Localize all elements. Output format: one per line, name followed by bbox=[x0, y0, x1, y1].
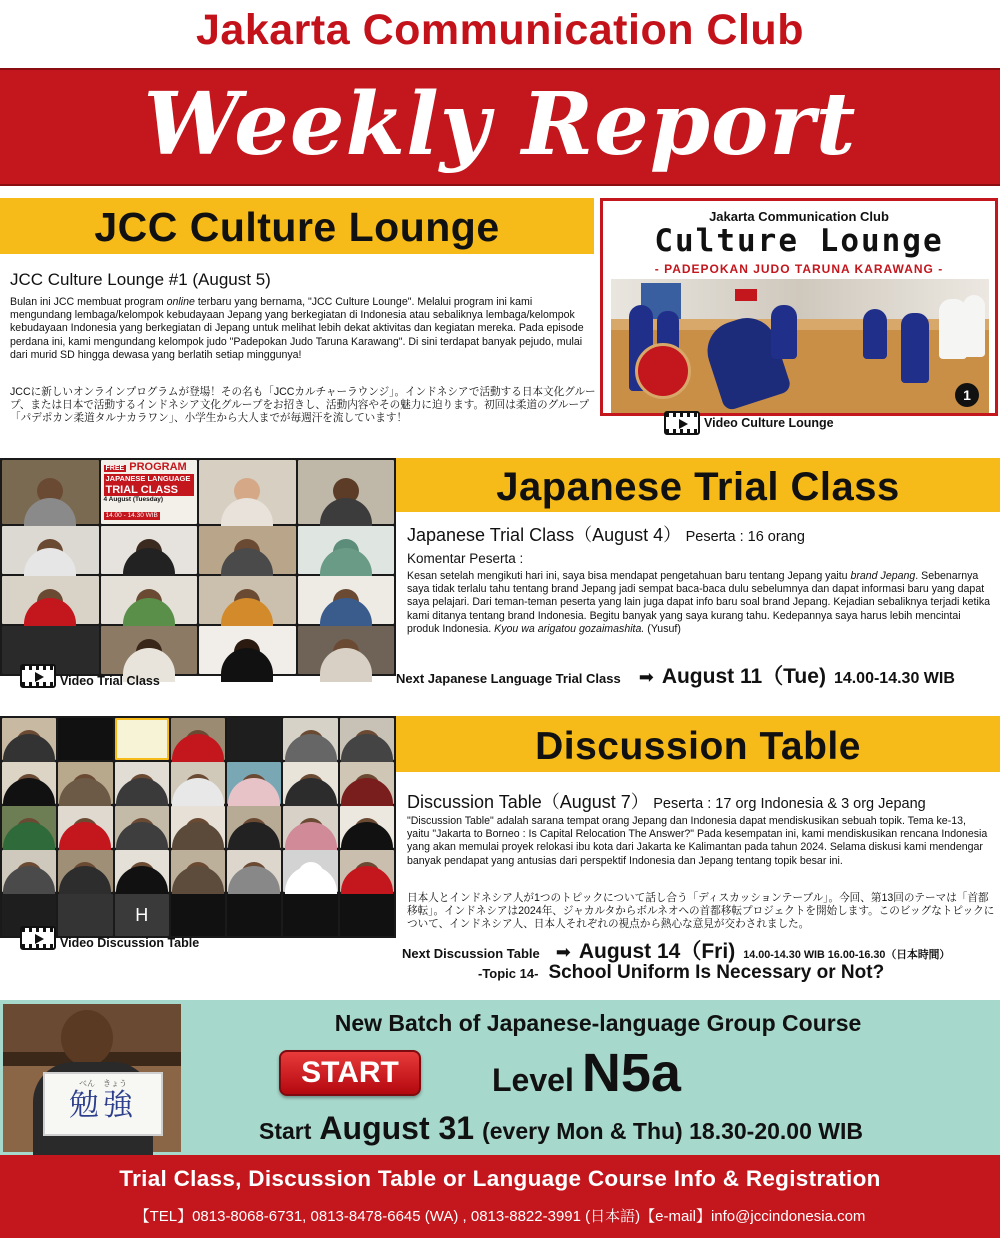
course-start-date: August 31 bbox=[319, 1110, 475, 1146]
culture-lounge-text-id-part2: terbaru yang bernama, "JCC Culture Lounge". Melalui program ini kami mengundang lembaga/kelompok kebudayaan Jepang yang berkegiatan di Indonesia atau sebaliknya lembaga/kelompok kebudayaan Indonesia yang berkegiatan di Jepang untuk melihat lebih dekat aktivitas dan kegiatan mereka. Pada episode perdana ini, kami mengundang kelompok judo "Padepokan Judo Taruna Karawang". Di sini terdapat banyak pejudo, mulai dari murid SD hingga dewasa yang berlatih setiap minggunya! bbox=[10, 296, 584, 361]
discussion-next-row bbox=[402, 935, 950, 965]
course-level-value: N5a bbox=[581, 1043, 681, 1103]
trial-poster-time: 14.00 - 14.30 WIB bbox=[105, 512, 158, 519]
trial-poster-program: FREE PROGRAM bbox=[105, 461, 187, 473]
comment-thanks: Kyou wa arigatou gozaimashita. bbox=[494, 622, 645, 635]
culture-lounge-text-id bbox=[10, 296, 595, 362]
episode-badge: 1 bbox=[955, 383, 979, 407]
course-schedule: (every Mon & Thu) 18.30-20.00 WIB bbox=[482, 1118, 863, 1144]
arrow-icon: ➡ bbox=[638, 667, 654, 687]
discussion-participants: Peserta : 17 org Indonesia & 3 org Jepang bbox=[653, 796, 926, 812]
club-title: Jakarta Communication Club bbox=[196, 6, 804, 54]
whiteboard-furigana: べん きょう bbox=[79, 1079, 127, 1088]
trial-class-participants: Peserta : 16 orang bbox=[685, 529, 805, 545]
trial-class-heading: Japanese Trial Class bbox=[396, 458, 1000, 512]
contact-info[interactable]: 【TEL】0813-8068-6731, 0813-8478-6645 (WA) , 0813-8822-3991 (日本語)【e-mail】info@jccindonesia.com bbox=[134, 1208, 866, 1225]
trial-class-subtitle: Japanese Trial Class（August 4） bbox=[407, 525, 682, 545]
whiteboard-kanji: 勉強 bbox=[69, 1089, 137, 1122]
discussion-next-time: 14.00-14.30 WIB 16.00-16.30（日本時間） bbox=[743, 949, 951, 961]
start-button-label: START bbox=[301, 1056, 399, 1089]
culture-lounge-text-jp: JCCに新しいオンラインプログラムが登場！その名も「JCCカルチャーラウンジ」。インドネシアで活動する日本文化グループ、または日本で活動するインドネシア文化グループをお招きし、活動内容やその魅力に迫ります。初回は柔道のグループ「パデポカン柔道タルナカラワン」、小学生から大人までが毎週汗を流しています！ bbox=[10, 386, 596, 425]
course-start-prefix: Start bbox=[259, 1118, 312, 1144]
judo-photo bbox=[611, 279, 989, 413]
poster-title: Culture Lounge bbox=[654, 223, 944, 259]
comment-brand: brand Jepang bbox=[850, 570, 916, 582]
discussion-next-label: Next Discussion Table bbox=[402, 946, 540, 961]
trial-class-next-label: Next Japanese Language Trial Class bbox=[396, 671, 621, 686]
video-icon bbox=[20, 664, 56, 688]
arrow-icon: ➡ bbox=[555, 942, 571, 962]
no-video-avatar-icon bbox=[283, 850, 337, 892]
discussion-topic-row bbox=[478, 962, 884, 984]
video-icon bbox=[20, 926, 56, 950]
discussion-video-link[interactable] bbox=[20, 922, 199, 950]
discussion-zoom-screenshot[interactable] bbox=[0, 716, 396, 938]
course-start-row bbox=[259, 1110, 863, 1147]
culture-lounge-text-id-part1: Bulan ini JCC membuat program bbox=[10, 296, 167, 308]
culture-lounge-poster[interactable] bbox=[600, 198, 998, 416]
poster-subtitle: - PADEPOKAN JUDO TARUNA KARAWANG - bbox=[654, 262, 944, 276]
discussion-text-id: "Discussion Table" adalah sarana tempat orang Jepang dan Indonesia dapat mendiskusikan sebuah topik. Tema ke-13, yaitu "Jakarta to Borneo : Is Capital Relocation The Answer?" Pada kesempatan ini, kami mendiskusikan rencana Indonesia yang akan memulai proyek relokasi ibu kota dari Jakarta ke Kalimantan pada tahun 2024. Selama diskusi kami mendengar banyak pendapat yang antusias dari perspektif Indonesia dan Jepang tentang topik besar ini. bbox=[407, 815, 988, 867]
culture-lounge-subtitle: JCC Culture Lounge #1 (August 5) bbox=[10, 270, 271, 289]
registration-title: Trial Class, Discussion Table or Language Course Info & Registration bbox=[119, 1166, 881, 1191]
initial-tile-letter: H bbox=[135, 904, 149, 925]
poster-club-name: Jakarta Communication Club bbox=[709, 209, 889, 224]
trial-class-next-time: 14.00-14.30 WIB bbox=[833, 670, 955, 687]
course-heading: New Batch of Japanese-language Group Course bbox=[334, 1010, 862, 1036]
trial-poster-line2: TRIAL CLASS bbox=[104, 484, 195, 496]
trial-class-comment-label: Komentar Peserta : bbox=[407, 551, 524, 566]
discussion-text-jp: 日本人とインドネシア人が1つのトピックについて話し合う「ディスカッションテーブル」。今回、第13回のテーマは「首都移転」。インドネシアは2024年、ジャカルタからボルネオへの首都移転プロジェクトを開始します。このビッグなトピックについて、インドネシア人、日本人それぞれの視点から熱心な意見が交わされました。 bbox=[407, 892, 995, 931]
discussion-next-date: August 14（Fri) bbox=[578, 940, 736, 963]
trial-class-subtitle-row bbox=[407, 521, 805, 547]
whiteboard bbox=[43, 1072, 163, 1136]
student-photo bbox=[3, 1004, 181, 1152]
trial-class-next-date: August 11（Tue) bbox=[661, 665, 826, 688]
discussion-subtitle-row bbox=[407, 788, 926, 814]
discussion-subtitle: Discussion Table（August 7） bbox=[407, 792, 649, 812]
video-icon bbox=[664, 411, 700, 435]
culture-lounge-text-online: online bbox=[166, 296, 195, 308]
trial-poster-badge: FREE bbox=[105, 465, 125, 472]
course-level-label: Level bbox=[492, 1062, 574, 1098]
discussion-topic-label: -Topic 14- bbox=[478, 966, 539, 981]
trial-class-comment: Kesan setelah mengikuti hari ini, saya bisa mendapat pengetahuan baru tentang Jepang yaitu brand Jepang. Sebenarnya saya tidak terlalu tahu tentang brand Jepang jadi sempat baca-baca dulu sebelumnya dan dapat informasi baru yang dapat saya pelajari. Dari teman-teman peserta yang lain juga dapat info baru soal brand Jepang. Kejadian sebaliknya terjadi ketika kami ditanya tentang brand Indonesia. Begitu banyak yang saya kurang tahu. Kedepannya saya harus lebih mencintai produk Indonesia. Kyou wa arigatou gozaimashita. (Yusuf) bbox=[407, 570, 991, 635]
discussion-video-label: Video Discussion Table bbox=[60, 936, 200, 950]
report-title: Weekly Report bbox=[143, 74, 857, 175]
trial-poster-line1: JAPANESE LANGUAGE bbox=[104, 474, 195, 484]
culture-lounge-heading: JCC Culture Lounge bbox=[0, 198, 594, 254]
trial-class-next-row bbox=[396, 660, 955, 690]
discussion-poster bbox=[115, 718, 169, 760]
culture-lounge-video-link[interactable] bbox=[664, 410, 834, 436]
discussion-topic: School Uniform Is Necessary or Not? bbox=[548, 962, 885, 983]
trial-class-video-label: Video Trial Class bbox=[60, 674, 160, 688]
trial-class-zoom-screenshot[interactable] bbox=[0, 458, 396, 676]
course-level bbox=[492, 1042, 681, 1104]
discussion-heading: Discussion Table bbox=[396, 716, 1000, 772]
trial-class-video-link[interactable] bbox=[20, 660, 160, 688]
culture-lounge-video-label: Video Culture Lounge bbox=[704, 416, 834, 430]
start-button[interactable] bbox=[279, 1050, 421, 1096]
trial-class-poster bbox=[101, 460, 198, 524]
dojo-logo-icon bbox=[635, 343, 691, 399]
trial-poster-date: 4 August (Tuesday) bbox=[103, 496, 164, 503]
